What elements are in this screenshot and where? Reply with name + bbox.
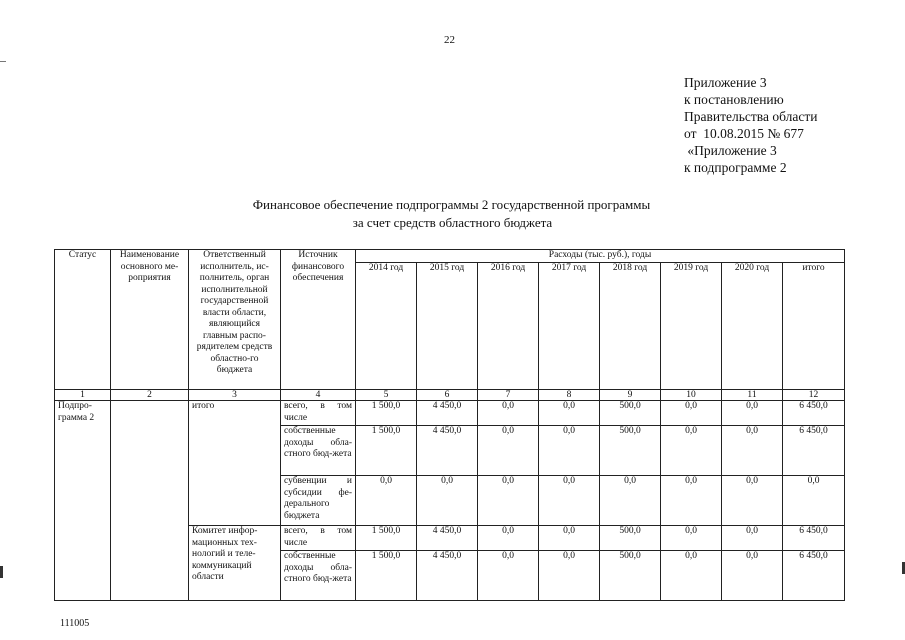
- value-cell: 1 500,0: [356, 526, 417, 551]
- scan-mark-left: [0, 566, 3, 578]
- header-year: 2017 год: [539, 263, 600, 390]
- column-number: 11: [722, 390, 783, 401]
- value-cell: 0,0: [661, 401, 722, 426]
- value-cell: 4 450,0: [417, 426, 478, 476]
- header-measure: Наименование основного ме-роприятия: [111, 250, 189, 390]
- value-cell: 0,0: [539, 476, 600, 526]
- value-cell: 0,0: [539, 526, 600, 551]
- column-number: 4: [281, 390, 356, 401]
- appendix-line: к постановлению: [684, 92, 784, 107]
- header-row: [55, 250, 845, 263]
- measure-cell: [111, 401, 189, 601]
- header-year: 2018 год: [600, 263, 661, 390]
- value-cell: 6 450,0: [783, 551, 845, 601]
- value-cell: 0,0: [539, 551, 600, 601]
- footer-code: 111005: [60, 618, 90, 629]
- column-number: 1: [55, 390, 111, 401]
- value-cell: 0,0: [478, 426, 539, 476]
- executor-cell: Комитет инфор-мационных тех-нологий и теле-коммуникаций области: [189, 526, 281, 601]
- column-number: 12: [783, 390, 845, 401]
- table-row: [55, 401, 845, 426]
- column-number: 3: [189, 390, 281, 401]
- value-cell: 4 450,0: [417, 551, 478, 601]
- source-cell: всего, в том числе: [281, 526, 356, 551]
- header-year: 2015 год: [417, 263, 478, 390]
- column-number: 6: [417, 390, 478, 401]
- value-cell: 0,0: [478, 401, 539, 426]
- header-source: Источник финансового обеспечения: [281, 250, 356, 390]
- status-cell: Подпро-грамма 2: [55, 401, 111, 601]
- value-cell: 500,0: [600, 551, 661, 601]
- column-number: 8: [539, 390, 600, 401]
- value-cell: 0,0: [661, 476, 722, 526]
- column-number: 9: [600, 390, 661, 401]
- value-cell: 500,0: [600, 401, 661, 426]
- column-number: 5: [356, 390, 417, 401]
- value-cell: 4 450,0: [417, 401, 478, 426]
- header-year: 2014 год: [356, 263, 417, 390]
- value-cell: 1 500,0: [356, 426, 417, 476]
- value-cell: 6 450,0: [783, 426, 845, 476]
- header-expenses: Расходы (тыс. руб.), годы: [356, 250, 845, 263]
- header-year: 2016 год: [478, 263, 539, 390]
- value-cell: 0,0: [661, 551, 722, 601]
- value-cell: 6 450,0: [783, 526, 845, 551]
- appendix-line: к подпрограмме 2: [684, 160, 787, 175]
- page-number: 22: [444, 34, 455, 46]
- header-total: итого: [783, 263, 845, 390]
- value-cell: 0,0: [539, 401, 600, 426]
- value-cell: 0,0: [478, 476, 539, 526]
- executor-cell: итого: [189, 401, 281, 526]
- column-number: 7: [478, 390, 539, 401]
- financing-table: [54, 249, 845, 601]
- column-number: 2: [111, 390, 189, 401]
- header-year: 2019 год: [661, 263, 722, 390]
- value-cell: 6 450,0: [783, 401, 845, 426]
- column-number-row: [55, 390, 845, 401]
- value-cell: 0,0: [417, 476, 478, 526]
- document-subtitle: за счет средств областного бюджета: [352, 215, 553, 230]
- value-cell: 0,0: [661, 526, 722, 551]
- appendix-line: Приложение 3: [684, 75, 767, 90]
- value-cell: 0,0: [478, 526, 539, 551]
- appendix-line: от 10.08.2015 № 677: [684, 126, 804, 141]
- value-cell: 0,0: [783, 476, 845, 526]
- value-cell: 0,0: [600, 476, 661, 526]
- document-title: Финансовое обеспечение подпрограммы 2 государственной программы: [252, 197, 651, 212]
- value-cell: 0,0: [539, 426, 600, 476]
- value-cell: 0,0: [722, 426, 783, 476]
- value-cell: 1 500,0: [356, 401, 417, 426]
- value-cell: 500,0: [600, 526, 661, 551]
- value-cell: 0,0: [722, 526, 783, 551]
- value-cell: 500,0: [600, 426, 661, 476]
- value-cell: 1 500,0: [356, 551, 417, 601]
- scan-line-left: [0, 61, 6, 62]
- value-cell: 0,0: [722, 401, 783, 426]
- value-cell: 0,0: [722, 476, 783, 526]
- source-cell: субвенции и субсидии фе-дерального бюджета: [281, 476, 356, 526]
- column-number: 10: [661, 390, 722, 401]
- value-cell: 4 450,0: [417, 526, 478, 551]
- value-cell: 0,0: [478, 551, 539, 601]
- header-status: Статус: [55, 250, 111, 390]
- value-cell: 0,0: [722, 551, 783, 601]
- header-executor: Ответственный исполнитель, ис-полнитель, орган исполнительной государственной власти области, являющийся главным распо-рядителем средств областно-го бюджета: [189, 250, 281, 390]
- value-cell: 0,0: [356, 476, 417, 526]
- header-year: 2020 год: [722, 263, 783, 390]
- source-cell: всего, в том числе: [281, 401, 356, 426]
- source-cell: собственные доходы обла-стного бюд-жета: [281, 551, 356, 601]
- appendix-line: «Приложение 3: [684, 143, 777, 158]
- appendix-line: Правительства области: [684, 109, 818, 124]
- source-cell: собственные доходы обла-стного бюд-жета: [281, 426, 356, 476]
- appendix-block: [684, 74, 817, 176]
- value-cell: 0,0: [661, 426, 722, 476]
